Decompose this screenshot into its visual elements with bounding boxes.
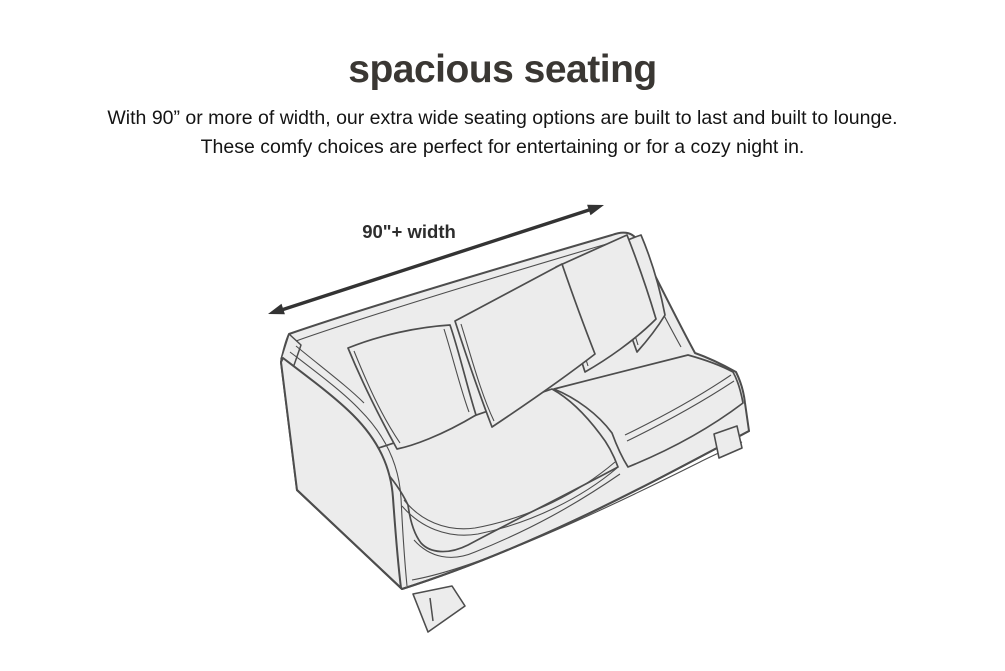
sofa-illustration xyxy=(281,233,749,632)
sofa-foot-front xyxy=(413,586,465,632)
description-line-1: With 90” or more of width, our extra wide seating options are built to last and built to lounge. xyxy=(107,107,898,129)
dimension-label: 90"+ width xyxy=(362,221,456,242)
page-title: spacious seating xyxy=(348,48,657,91)
arrowhead-left-icon xyxy=(268,304,285,314)
arrowhead-right-icon xyxy=(587,205,604,215)
description-line-2: These comfy choices are perfect for entertaining or for a cozy night in. xyxy=(200,136,805,158)
